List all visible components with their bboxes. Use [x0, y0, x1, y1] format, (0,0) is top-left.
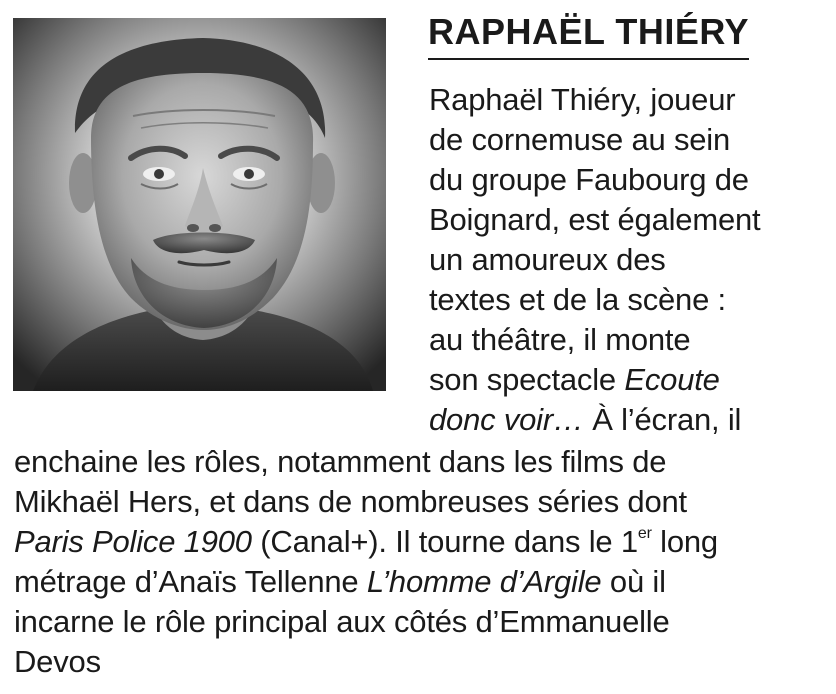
- bio-line: [14, 562, 666, 602]
- series-title: Paris Police 1900: [14, 524, 252, 559]
- play-title: Ecoute: [624, 362, 720, 397]
- bio-line: Raphaël Thiéry, joueur: [429, 82, 736, 117]
- bio-line: Mikhaël Hers, et dans de nombreuses séries dont: [14, 484, 687, 519]
- play-title: donc voir…: [429, 402, 584, 437]
- page-title: RAPHAËL THIÉRY: [428, 8, 749, 60]
- bio-line: du groupe Faubourg de: [429, 162, 749, 197]
- bio-text: long: [651, 524, 718, 559]
- bio-line: incarne le rôle principal aux côtés d’Emmanuelle: [14, 604, 670, 639]
- bio-text: À l’écran, il: [583, 402, 742, 437]
- bio-text: où il: [601, 564, 666, 599]
- bio-line: au théâtre, il monte: [429, 322, 691, 357]
- bio-text: métrage d’Anaïs Tellenne: [14, 564, 367, 599]
- film-title: L’homme d’Argile: [366, 564, 602, 599]
- bio-line: [429, 400, 741, 440]
- bio-line: Devos: [14, 644, 101, 679]
- bio-line: un amoureux des: [429, 242, 666, 277]
- bio-line: [14, 522, 718, 562]
- bio-line: Boignard, est également: [429, 202, 761, 237]
- bio-line: de cornemuse au sein: [429, 122, 731, 157]
- bio-line: [429, 360, 720, 400]
- bio-text: (Canal+). Il tourne dans le 1: [251, 524, 638, 559]
- bio-line: textes et de la scène :: [429, 282, 726, 317]
- ordinal-suffix: er: [637, 525, 652, 542]
- bio-line: enchaine les rôles, notamment dans les films de: [14, 444, 667, 479]
- bio-text: son spectacle: [429, 362, 625, 397]
